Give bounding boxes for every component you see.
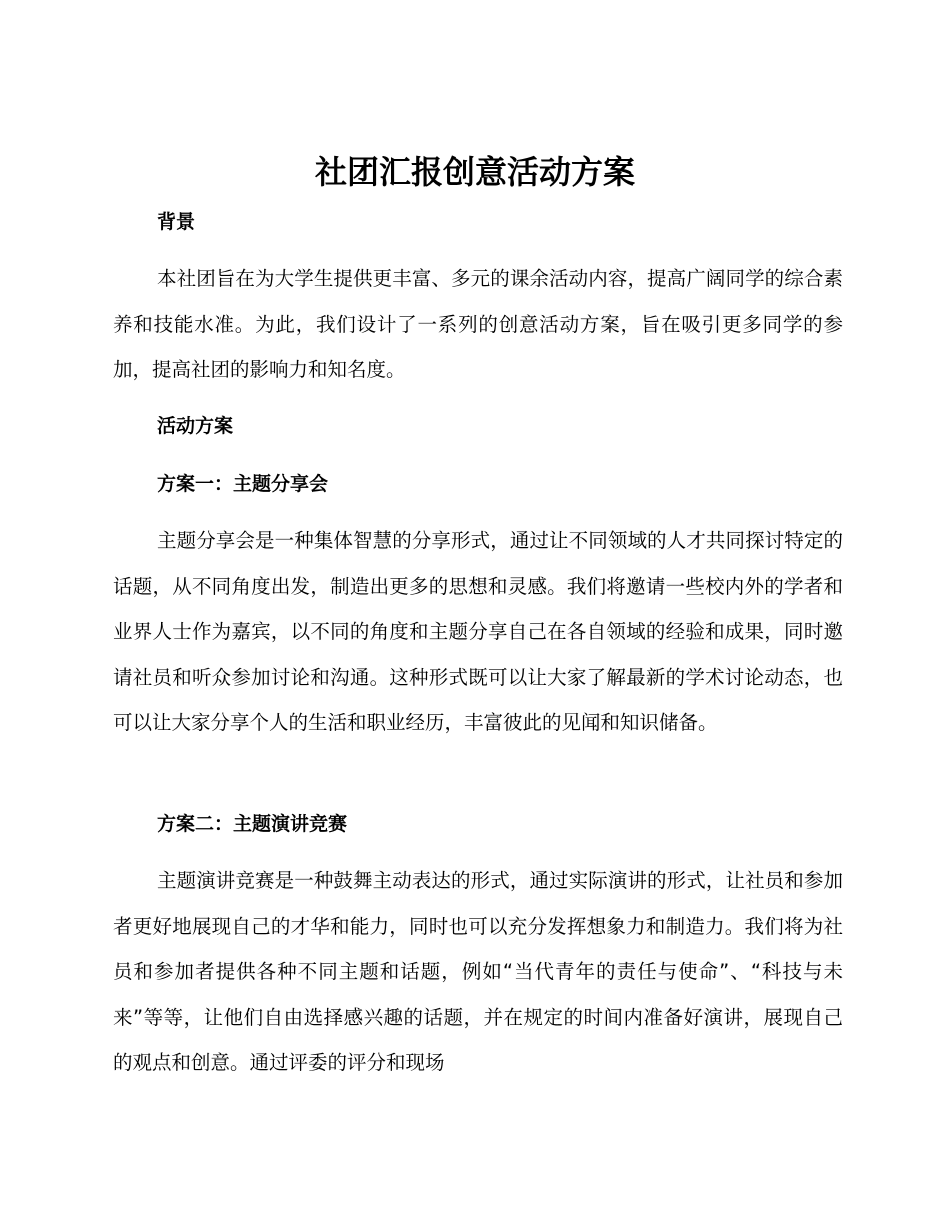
paragraph-background: 本社团旨在为大学生提供更丰富、多元的课余活动内容，提高广阔同学的综合素养和技能水准。为此，我们设计了一系列的创意活动方案，旨在吸引更多同学的参加，提高社团的影响力和知名度。: [113, 267, 843, 381]
section-heading-plan-two: 方案二：主题演讲竞赛: [157, 813, 348, 835]
section-heading-activity-plan: 活动方案: [157, 415, 234, 437]
paragraph-plan-two: 主题演讲竞赛是一种鼓舞主动表达的形式，通过实际演讲的形式，让社员和参加者更好地展现自己的才华和能力，同时也可以充分发挥想象力和制造力。我们将为社员和参加者提供各种不同主题和话题，例如“当代青年的责任与使命”、“科技与未来”等等，让他们自由选择感兴趣的话题，并在规定的时间内准备好演讲，展现自己的观点和创意。通过评委的评分和现场: [113, 869, 843, 1074]
document-title: 社团汇报创意活动方案: [314, 153, 635, 191]
section-heading-background: 背景: [157, 211, 196, 233]
section-heading-plan-one: 方案一：主题分享会: [157, 473, 329, 495]
paragraph-plan-one: 主题分享会是一种集体智慧的分享形式，通过让不同领域的人才共同探讨特定的话题，从不同角度出发，制造出更多的思想和灵感。我们将邀请一些校内外的学者和业界人士作为嘉宾，以不同的角度和主题分享自己在各自领域的经验和成果，同时邀请社员和听众参加讨论和沟通。这种形式既可以让大家了解最新的学术讨论动态，也可以让大家分享个人的生活和职业经历，丰富彼此的见闻和知识储备。: [113, 529, 843, 734]
